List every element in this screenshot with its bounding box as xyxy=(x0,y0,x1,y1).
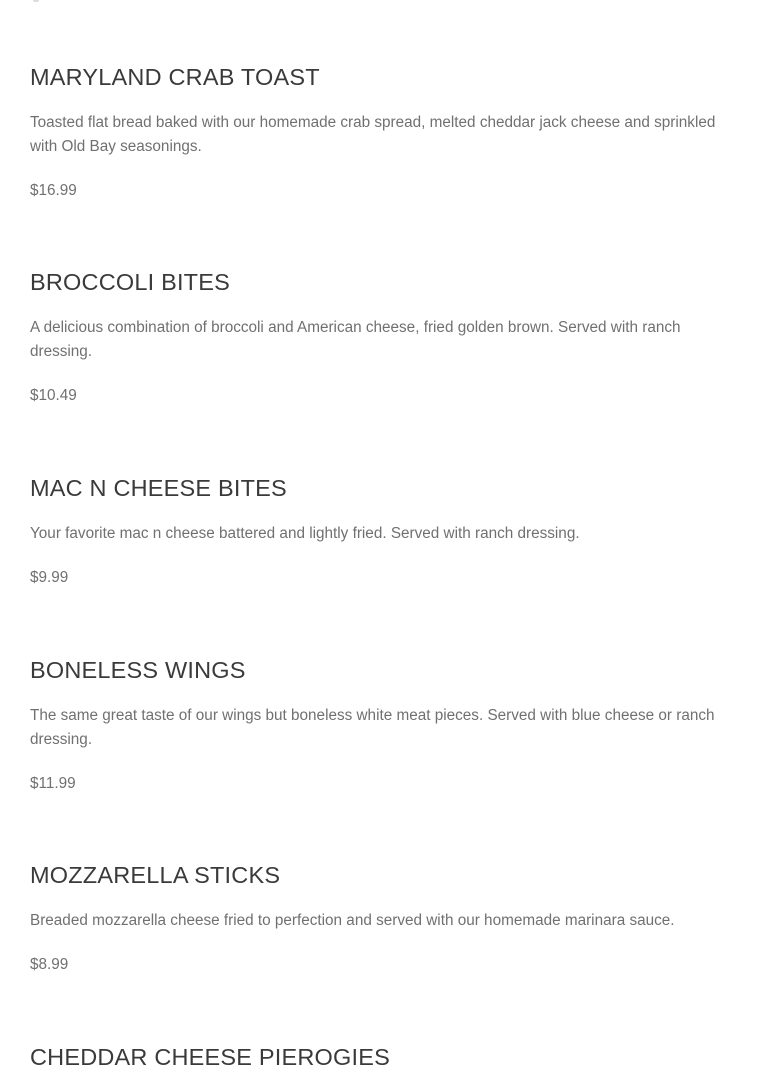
menu-item-title: BROCCOLI BITES xyxy=(30,269,230,295)
menu-item-title: MAC N CHEESE BITES xyxy=(30,475,287,501)
menu-item-title: MARYLAND CRAB TOAST xyxy=(30,64,320,90)
menu-item xyxy=(30,1043,745,1071)
menu-item xyxy=(30,861,745,977)
menu-item xyxy=(30,268,745,408)
menu-item-description: Your favorite mac n cheese battered and lightly fried. Served with ranch dressing. xyxy=(30,525,580,542)
top-edge-fragment xyxy=(33,0,39,2)
menu-item xyxy=(30,656,745,796)
menu-item-description: Breaded mozzarella cheese fried to perfection and served with our homemade marinara sauce. xyxy=(30,912,675,929)
menu-item-price: $11.99 xyxy=(30,775,76,792)
menu-item-price: $10.49 xyxy=(30,387,77,404)
menu-item-price: $9.99 xyxy=(30,569,69,586)
menu-item-price: $16.99 xyxy=(30,182,77,199)
menu-item-description: A delicious combination of broccoli and American cheese, fried golden brown. Served with ranch dressing. xyxy=(30,319,681,360)
menu-item-description: The same great taste of our wings but boneless white meat pieces. Served with blue cheese or ranch dressing. xyxy=(30,707,715,748)
menu-item-title: MOZZARELLA STICKS xyxy=(30,862,281,888)
menu-item xyxy=(30,63,745,203)
menu-item-title: BONELESS WINGS xyxy=(30,657,246,683)
menu-item xyxy=(30,474,745,590)
menu-item-price: $8.99 xyxy=(30,956,69,973)
menu-item-title: CHEDDAR CHEESE PIEROGIES xyxy=(30,1044,390,1070)
menu-item-description: Toasted flat bread baked with our homemade crab spread, melted cheddar jack cheese and sprinkled with Old Bay seasonings. xyxy=(30,114,716,155)
